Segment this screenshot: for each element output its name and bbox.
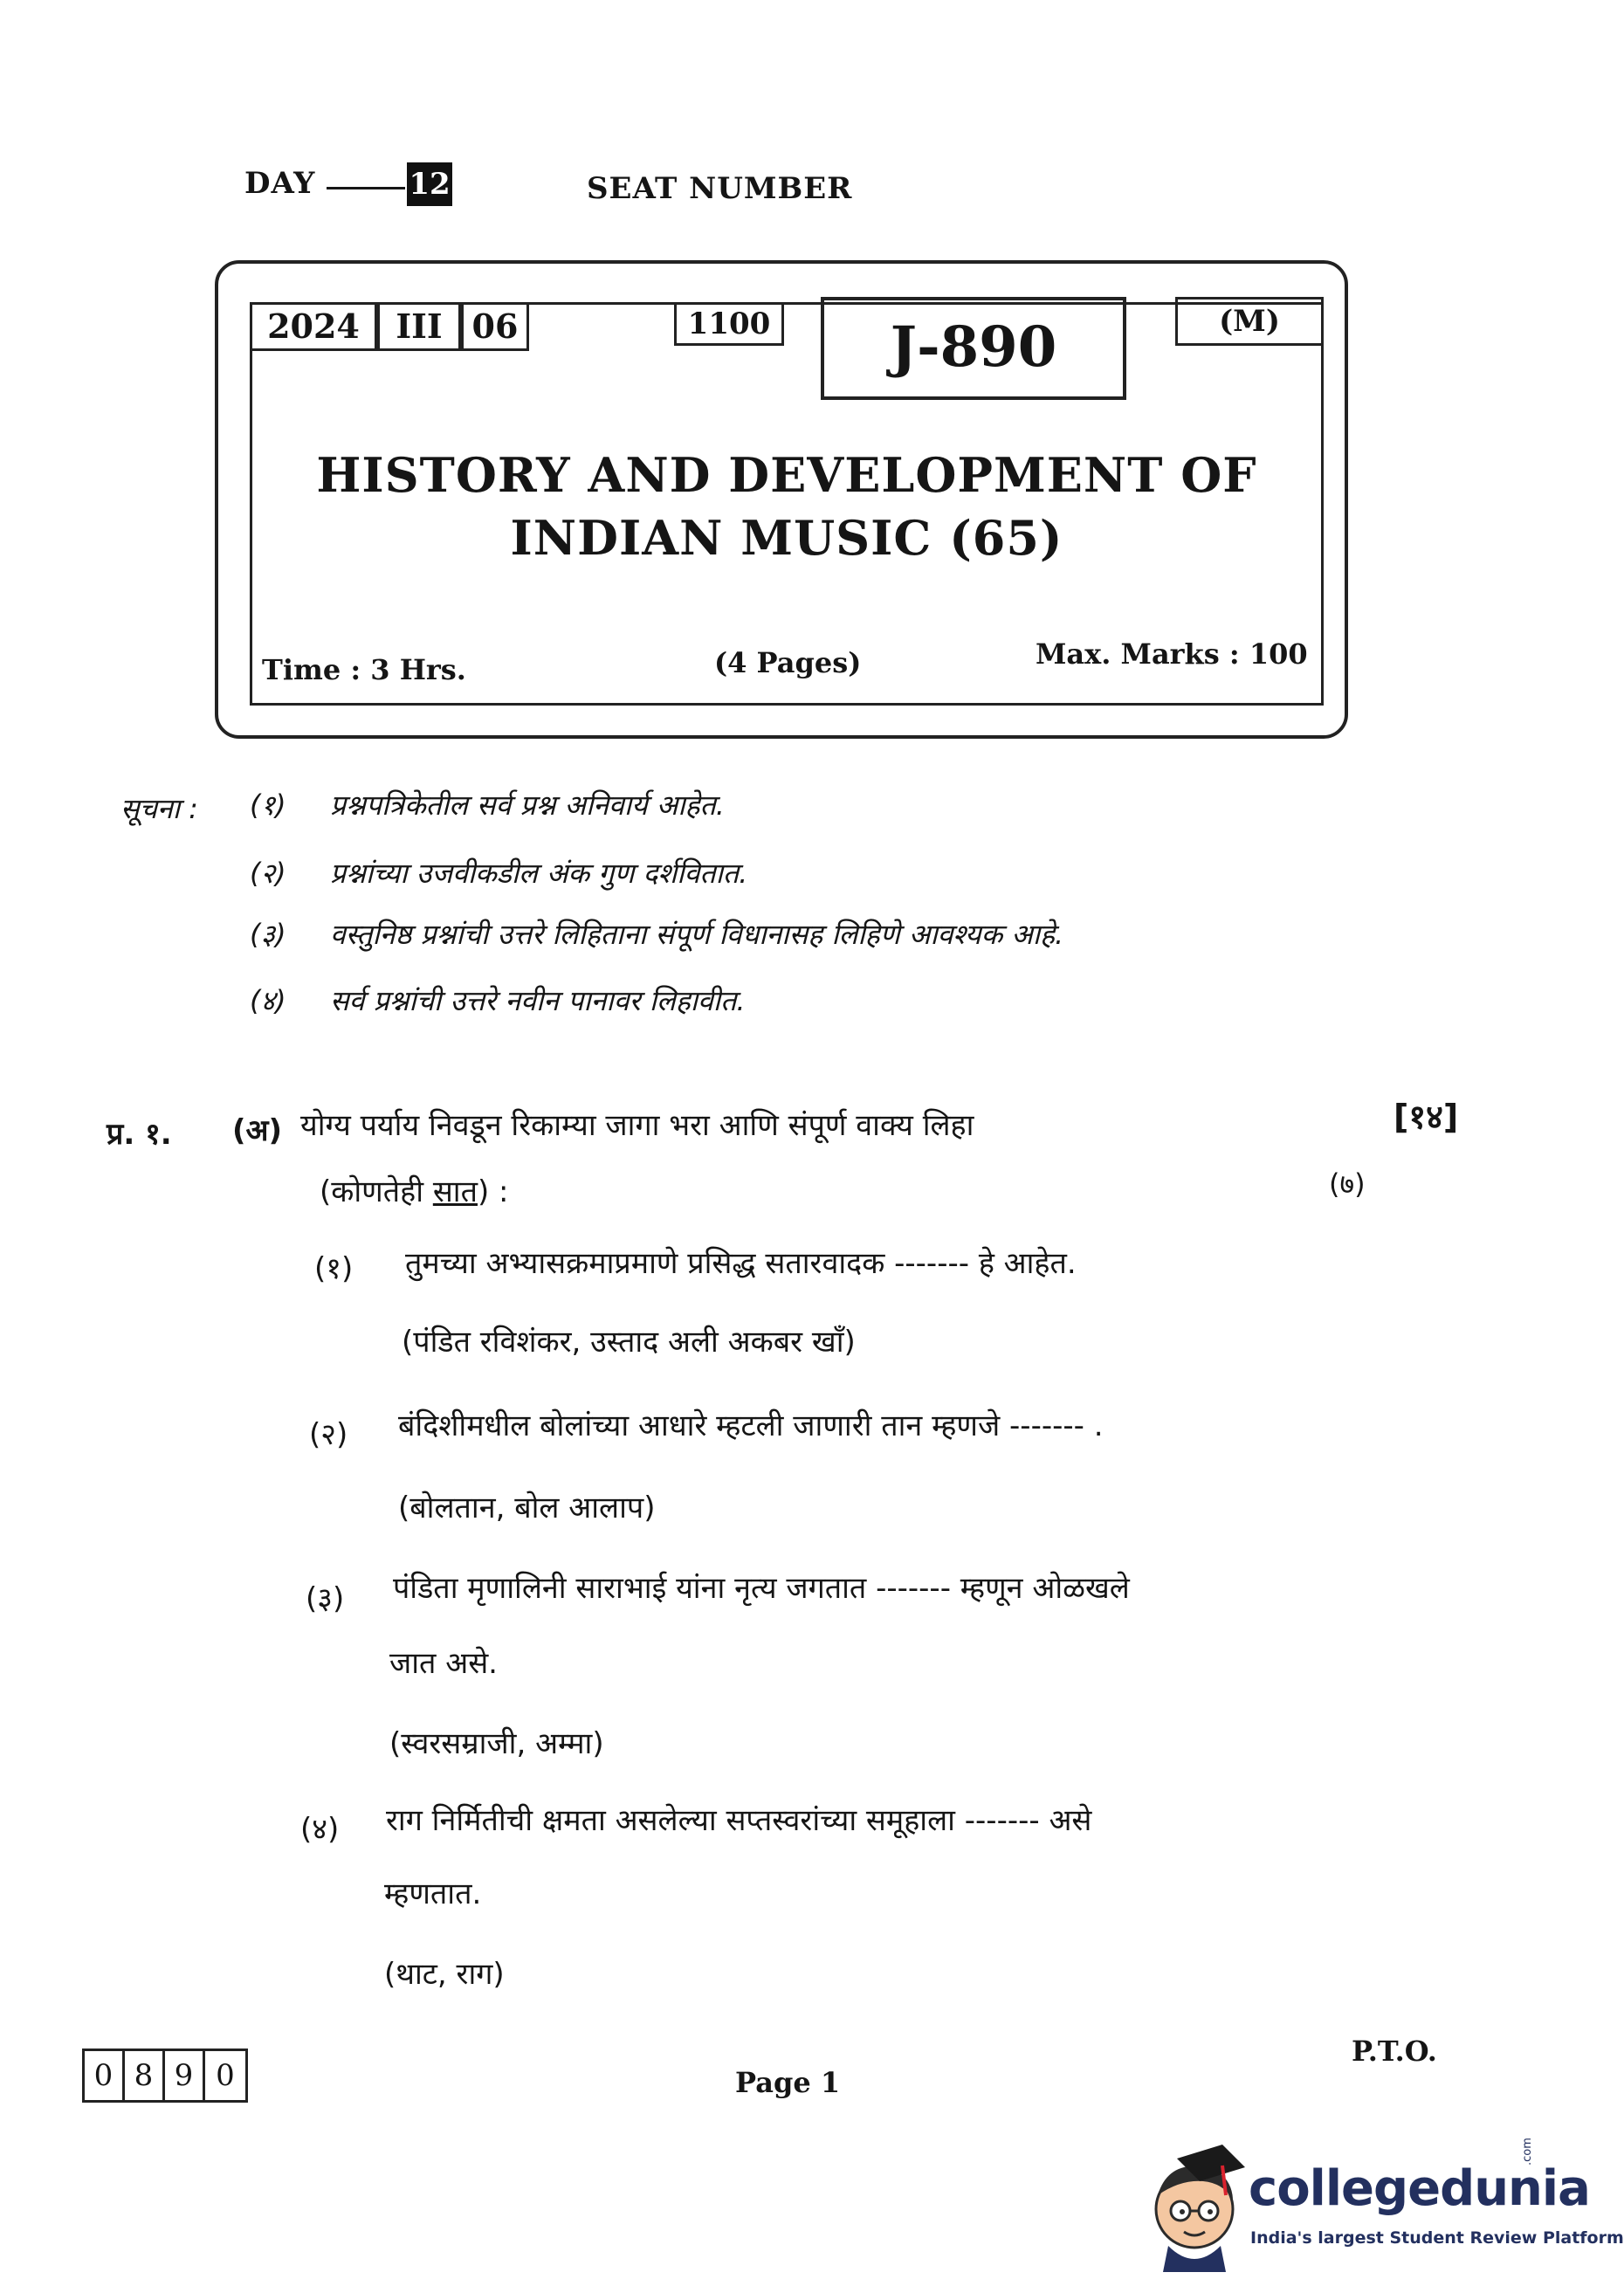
time-allowed: Time : 3 Hrs. xyxy=(262,653,466,686)
day-number: 12 xyxy=(407,162,452,206)
question-attempt-count: (७) xyxy=(1329,1167,1366,1201)
question-marks: [१४] xyxy=(1393,1098,1459,1136)
code-digit: 0 xyxy=(216,2058,235,2093)
max-marks: Max. Marks : 100 xyxy=(1036,637,1308,671)
sub-underlined: सात xyxy=(432,1174,478,1209)
code-digit: 9 xyxy=(165,2051,205,2100)
page-count: (4 Pages) xyxy=(714,646,862,679)
item-number: (३) xyxy=(306,1581,345,1616)
brand-suffix: .com xyxy=(1521,2138,1534,2166)
paper-code-box xyxy=(82,2049,248,2103)
question-subheading xyxy=(320,1170,509,1210)
paper-title-line1: HISTORY AND DEVELOPMENT OF xyxy=(316,447,1257,503)
instruction-number: (२) xyxy=(250,857,286,890)
page-number: Page 1 xyxy=(735,2066,841,2099)
instruction-number: (३) xyxy=(250,918,286,951)
item-text: राग निर्मितीची क्षमता असलेल्या सप्तस्वरांच्या समूहाला ------- असे xyxy=(386,1803,1092,1838)
instructions-label: सूचना : xyxy=(120,792,198,825)
item-number: (२) xyxy=(309,1417,348,1452)
day-dash xyxy=(327,187,405,189)
exam-year: 2024 xyxy=(250,302,377,351)
code-digit: 0 xyxy=(85,2051,125,2100)
question-heading: योग्य पर्याय निवडून रिकाम्या जागा भरा आणि संपूर्ण वाक्य लिहा xyxy=(300,1108,974,1143)
item-options: (स्वरसम्राजी, अम्मा) xyxy=(389,1726,604,1761)
item-text: बंदिशीमधील बोलांच्या आधारे म्हटली जाणारी तान म्हणजे ------- . xyxy=(398,1408,1104,1443)
item-text: पंडिता मृणालिनी साराभाई यांना नृत्य जगतात ------- म्हणून ओळखले xyxy=(393,1571,1130,1606)
sub-prefix: (कोणतेही xyxy=(320,1174,433,1209)
instruction-text: वस्तुनिष्ठ प्रश्नांची उत्तरे लिहिताना संपूर्ण विधानासह लिहिणे आवश्यक आहे. xyxy=(330,918,1064,951)
brand-name: collegedunia xyxy=(1249,2160,1590,2217)
exam-number: 1100 xyxy=(674,302,784,346)
item-number: (१) xyxy=(314,1251,354,1286)
instruction-text: सर्व प्रश्नांची उत्तरे नवीन पानावर लिहावीत. xyxy=(330,984,746,1017)
item-text: तुमच्या अभ्यासक्रमाप्रमाणे प्रसिद्ध सतारवादक ------- हे आहेत. xyxy=(405,1246,1077,1281)
paper-title-line2: INDIAN MUSIC (65) xyxy=(510,510,1063,566)
instruction-number: (१) xyxy=(250,788,286,822)
sub-suffix: ) : xyxy=(477,1174,509,1209)
item-options: (थाट, राग) xyxy=(384,1957,505,1992)
code-digit: 8 xyxy=(125,2051,165,2100)
instruction-text: प्रश्नपत्रिकेतील सर्व प्रश्न अनिवार्य आहेत. xyxy=(330,788,725,822)
item-number: (४) xyxy=(300,1812,340,1847)
collegedunia-mascot-icon xyxy=(1142,2141,1247,2272)
brand-tagline: India's largest Student Review Platform xyxy=(1250,2228,1624,2248)
paper-code: J-890 xyxy=(821,297,1126,400)
question-part: (अ) xyxy=(232,1113,283,1148)
seat-number-label: SEAT NUMBER xyxy=(587,171,853,206)
item-options: (पंडित रविशंकर, उस्ताद अली अकबर खाँ) xyxy=(402,1325,856,1360)
item-text-continued: म्हणतात. xyxy=(384,1876,482,1911)
pto-label: P.T.O. xyxy=(1352,2035,1437,2068)
item-options: (बोलतान, बोल आलाप) xyxy=(398,1491,656,1525)
question-label: प्र. १. xyxy=(107,1117,172,1152)
day-label: DAY xyxy=(244,166,316,201)
instruction-number: (४) xyxy=(250,984,286,1017)
medium-code: (M) xyxy=(1175,297,1324,346)
exam-session: III xyxy=(377,302,461,351)
instruction-text: प्रश्नांच्या उजवीकडील अंक गुण दर्शवितात. xyxy=(330,857,748,890)
item-text-continued: जात असे. xyxy=(389,1646,498,1681)
exam-code: 06 xyxy=(461,302,529,351)
